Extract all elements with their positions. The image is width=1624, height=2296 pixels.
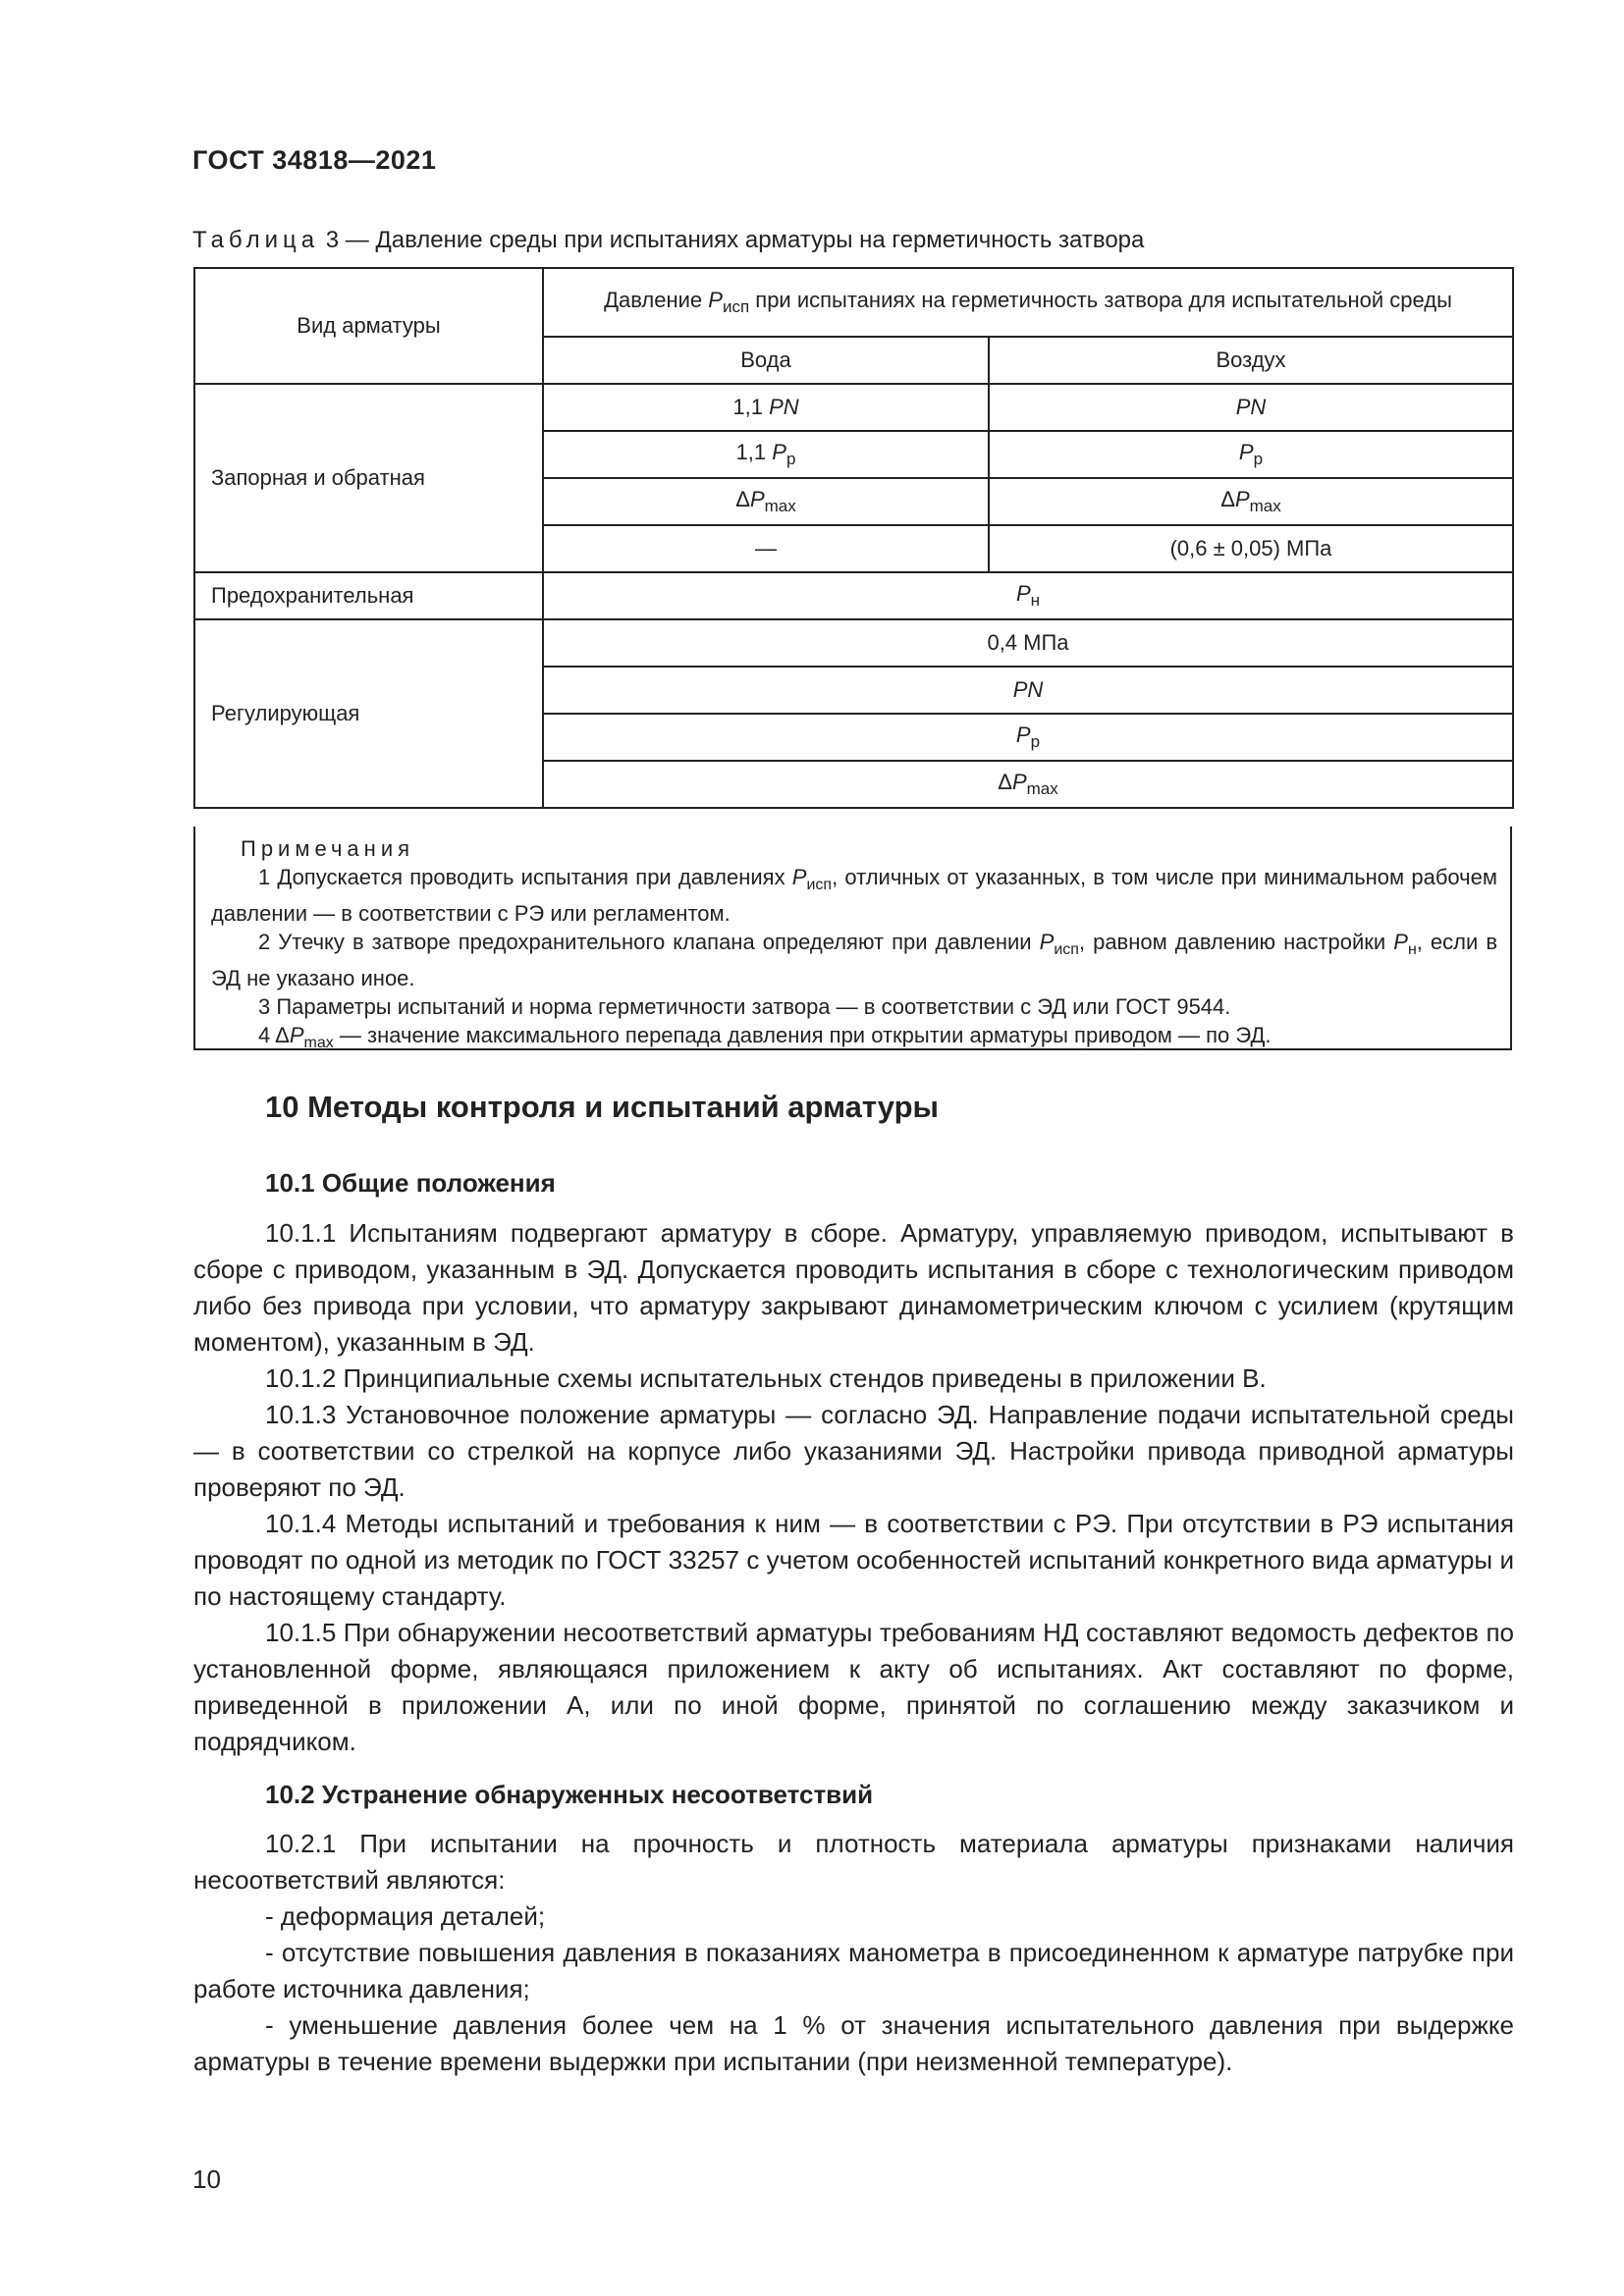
- cell-shutoff-air-3: $\Delta P_{max}$: [989, 478, 1513, 525]
- row-control-label: Регулирующая: [194, 619, 543, 808]
- note-4: 4 $\Delta P_{max}$ — значение максимального перепада давления при открытии арматуры приводом — по ЭД.: [258, 1023, 1272, 1051]
- table-caption-text: 3 — Давление среды при испытаниях арматуры на герметичность затвора: [319, 227, 1145, 253]
- cell-control-1: 0,4 МПа: [543, 619, 1513, 667]
- cell-shutoff-air-2: $P_р$: [989, 431, 1513, 478]
- cell-control-2: PN: [543, 667, 1513, 714]
- table-caption: [192, 227, 1144, 254]
- cell-control-3: $P_р$: [543, 714, 1513, 761]
- section-10-2-body: [193, 1826, 1514, 2080]
- cell-shutoff-water-1: 1,1 PN: [543, 384, 989, 431]
- paragraph-10-1-4: 10.1.4 Методы испытаний и требования к ним — в соответствии с РЭ. При отсутствии в РЭ испытания проводят по одной из методик по ГОСТ 33257 с учетом особенностей испытаний конкретного вида арматуры и по настоящему стандарту.: [193, 1509, 1514, 1611]
- note-1: 1 Допускается проводить испытания при давлениях $P_{исп}$, отличных от указанных, в том числе при минимальном рабочем давлении — в соответствии с РЭ или регламентом.: [211, 865, 1497, 926]
- notes-title: Примечания: [241, 836, 415, 861]
- cell-shutoff-air-1: PN: [989, 384, 1513, 431]
- list-item: - уменьшение давления более чем на 1 % от значения испытательного давления при выдержке арматуры в течение времени выдержки при испытании (при неизменной температуре).: [193, 2010, 1514, 2076]
- paragraph-10-1-3: 10.1.3 Установочное положение арматуры — согласно ЭД. Направление подачи испытательной среды — в соответствии со стрелкой на корпусе либо указаниями ЭД. Настройки привода приводной арматуры проверяют по ЭД.: [193, 1400, 1514, 1502]
- header-air: Воздух: [989, 337, 1513, 384]
- section-10-1-title: 10.1 Общие положения: [265, 1168, 556, 1198]
- header-valve-type: Вид арматуры: [194, 268, 543, 384]
- list-item: - отсутствие повышения давления в показаниях манометра в присоединенном к арматуре патрубке при работе источника давления;: [193, 1938, 1514, 2003]
- section-10-2-title: 10.2 Устранение обнаруженных несоответствий: [265, 1780, 874, 1809]
- paragraph-10-1-5: 10.1.5 При обнаружении несоответствий арматуры требованиям НД составляют ведомость дефектов по установленной форме, являющаяся приложением к акту об испытаниях. Акт составляют по форме, приведенной в приложении А, или по иной форме, принятой по соглашению между заказчиком и подрядчиком.: [193, 1618, 1514, 1756]
- paragraph-10-1-2: 10.1.2 Принципиальные схемы испытательных стендов приведены в приложении В.: [265, 1363, 1267, 1393]
- section-10-title: 10 Методы контроля и испытаний арматуры: [265, 1090, 940, 1124]
- pressure-table: [193, 267, 1514, 809]
- list-item: - деформация деталей;: [265, 1901, 546, 1931]
- paragraph-10-2-1: 10.2.1 При испытании на прочность и плотность материала арматуры признаками наличия несоответствий являются:: [193, 1829, 1514, 1895]
- header-test-pressure: Давление $P_{исп}$ при испытаниях на герметичность затвора для испытательной среды: [543, 268, 1513, 337]
- cell-shutoff-water-2: 1,1 $P_р$: [543, 431, 989, 478]
- cell-shutoff-water-3: $\Delta P_{max}$: [543, 478, 989, 525]
- cell-shutoff-air-4: (0,6 ± 0,05) МПа: [989, 525, 1513, 572]
- cell-control-4: $\Delta P_{max}$: [543, 761, 1513, 808]
- row-safety-label: Предохранительная: [194, 572, 543, 619]
- section-10-1-body: [193, 1215, 1514, 1760]
- header-water: Вода: [543, 337, 989, 384]
- paragraph-10-1-1: 10.1.1 Испытаниям подвергают арматуру в сборе. Арматуру, управляемую приводом, испытывают в сборе с приводом, указанным в ЭД. Допускается проводить испытания в сборе с технологическим приводом либо без привода при условии, что арматуру закрывают динамометрическим ключом с усилием (крутящим моментом), указанным в ЭД.: [193, 1218, 1514, 1357]
- note-3: 3 Параметры испытаний и норма герметичности затвора — в соответствии с ЭД или ГОСТ 9544.: [258, 994, 1231, 1019]
- document-header: ГОСТ 34818—2021: [192, 145, 437, 175]
- table-caption-label: Таблица: [192, 227, 320, 253]
- cell-shutoff-water-4: —: [543, 525, 989, 572]
- table-notes: [193, 827, 1512, 1050]
- note-2: 2 Утечку в затворе предохранительного клапана определяют при давлении $P_{исп}$, равном давлению настройки $P_н$, если в ЭД не указано иное.: [211, 930, 1498, 990]
- cell-safety-value: $P_н$: [543, 572, 1513, 619]
- page-number: 10: [192, 2164, 221, 2194]
- row-shutoff-label: Запорная и обратная: [194, 384, 543, 572]
